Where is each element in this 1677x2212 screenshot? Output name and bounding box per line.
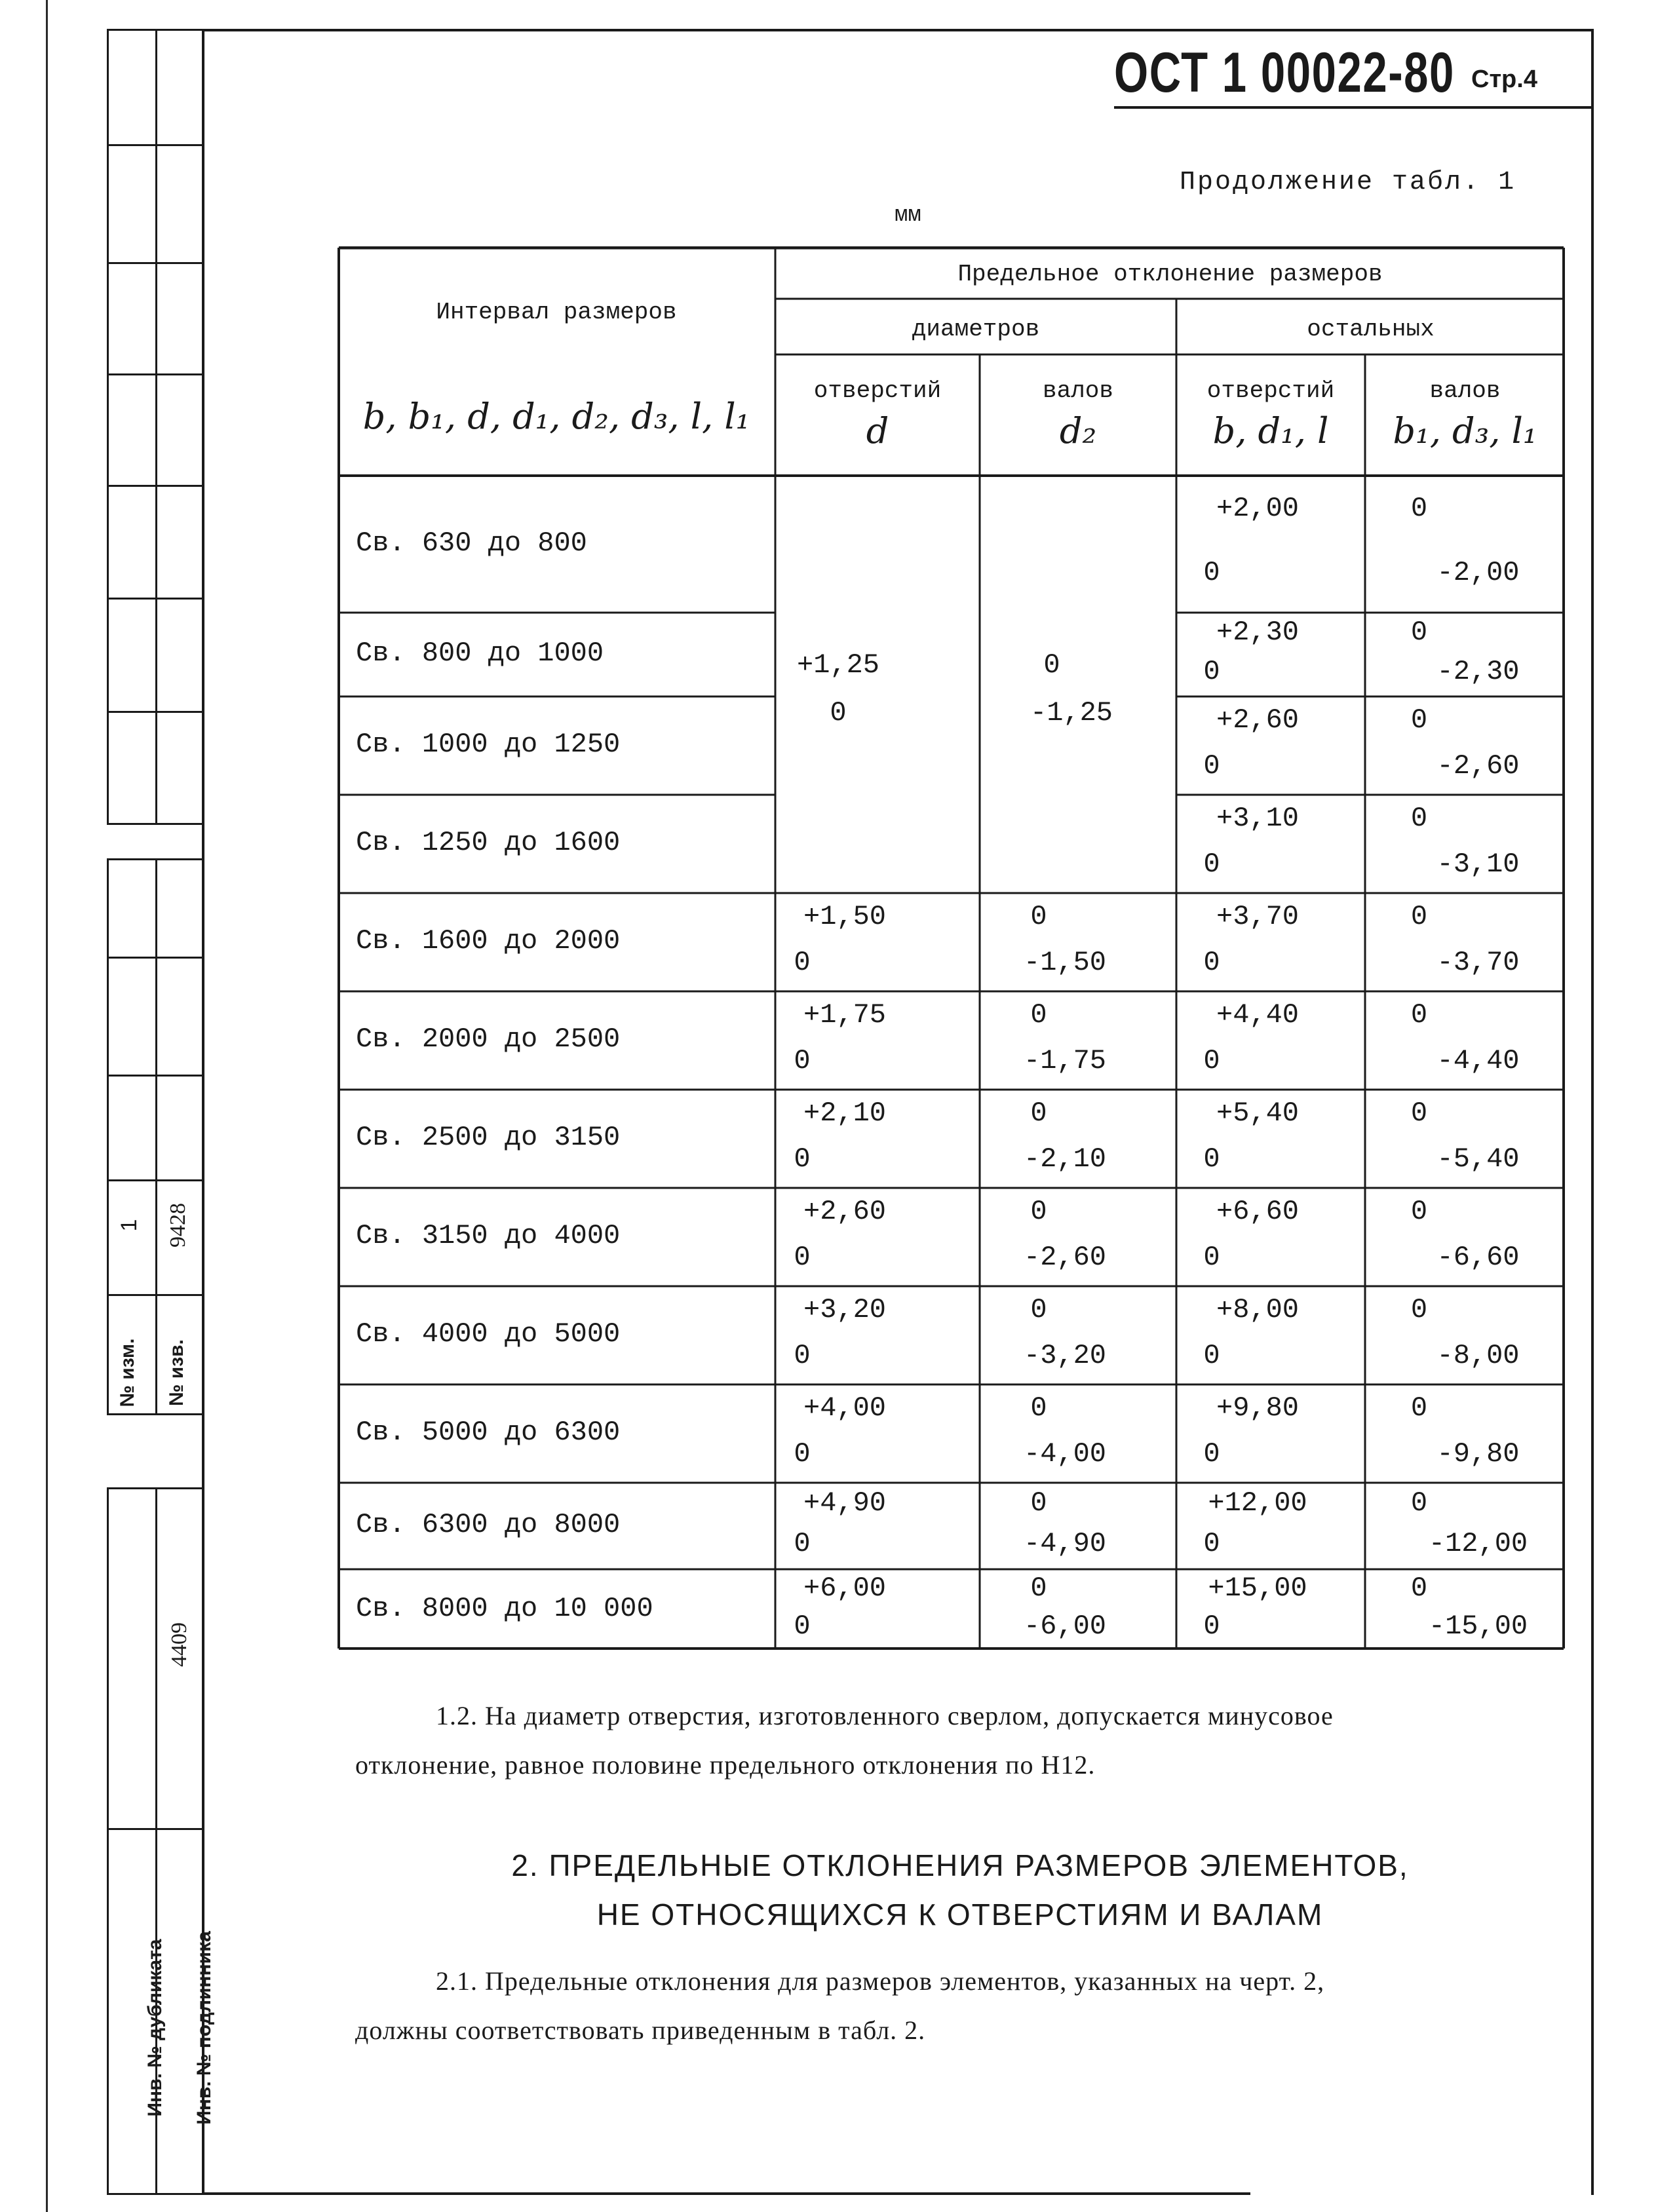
- row-shaft-diam-lower: -2,60: [1023, 1242, 1107, 1273]
- margin-strip-rule: [107, 485, 204, 487]
- row-interval: Св. 1250 до 1600: [356, 827, 621, 858]
- document-code: ОСТ 1 00022-80: [1114, 41, 1455, 104]
- header-underline: [1114, 106, 1592, 109]
- frame-border-top: [202, 29, 1592, 31]
- revision-number-value: 1: [117, 1219, 142, 1232]
- row-shaft-diam-lower: -1,75: [1023, 1045, 1107, 1077]
- row-shaft-other-upper: 0: [1410, 900, 1428, 932]
- row-hole-other-lower: 0: [1203, 750, 1220, 782]
- row-shaft-diam-upper: 0: [1030, 900, 1047, 932]
- margin-strip-rule: [107, 262, 204, 264]
- row-hole-other-upper: +2,60: [1216, 704, 1300, 736]
- paragraph-1-2-line2: отклонение, равное половине предельного отклонения по H12.: [355, 1750, 1096, 1780]
- row-hole-diam-upper: +2,10: [803, 1097, 887, 1129]
- margin-strip-divider: [155, 858, 157, 1415]
- row-shaft-other-lower: -5,40: [1436, 1143, 1520, 1175]
- row-hole-other-upper: +15,00: [1208, 1572, 1307, 1604]
- row-interval: Св. 4000 до 5000: [356, 1318, 621, 1350]
- row-shaft-diam-upper: 0: [1030, 1195, 1047, 1227]
- row-interval: Св. 5000 до 6300: [356, 1417, 621, 1448]
- row-hole-other-upper: +5,40: [1216, 1097, 1300, 1129]
- margin-strip-rule: [107, 598, 204, 600]
- row-shaft-diam-lower: -2,10: [1023, 1143, 1107, 1175]
- row-shaft-other-lower: -2,60: [1436, 750, 1520, 782]
- row-interval: Св. 2500 до 3150: [356, 1122, 621, 1153]
- original-inventory-value: 4409: [167, 1622, 191, 1667]
- margin-strip-divider: [107, 29, 109, 825]
- revision-number-label: № изм.: [117, 1338, 138, 1407]
- row-hole-other-lower: 0: [1203, 1242, 1220, 1273]
- row-shaft-other-lower: -2,30: [1436, 656, 1520, 688]
- header-holes-diam: отверстий: [813, 377, 942, 404]
- row-shaft-other-upper: 0: [1410, 1097, 1428, 1129]
- row-hole-diam-lower: 0: [794, 1143, 811, 1175]
- row-shaft-diam-lower: -1,50: [1023, 947, 1107, 978]
- row-hole-diam-lower: 0: [794, 1340, 811, 1371]
- row-shaft-other-upper: 0: [1410, 1195, 1428, 1227]
- frame-border-bottom: [202, 2192, 1250, 2195]
- header-limit-deviation: Предельное отклонение размеров: [957, 261, 1383, 288]
- paragraph-1-2-line1: 1.2. На диаметр отверстия, изготовленного сверлом, допускается минусовое: [436, 1701, 1334, 1730]
- header-shafts-other: валов: [1429, 377, 1501, 404]
- row-hole-diam-upper: +4,00: [803, 1392, 887, 1424]
- row-interval: Св. 2000 до 2500: [356, 1023, 621, 1055]
- original-inventory-label: Инв. № подлинника: [193, 1931, 215, 2125]
- header-interval-symbols: b, b₁, d, d₁, d₂, d₃, l, l₁: [362, 396, 750, 437]
- frame-border-right: [1591, 29, 1594, 2195]
- margin-strip-rule: [107, 373, 204, 375]
- row-hole-other-lower: 0: [1203, 1610, 1220, 1642]
- row-hole-diam-upper: +1,75: [803, 999, 887, 1031]
- row-hole-other-lower: 0: [1203, 656, 1220, 688]
- row-hole-diam-upper: +3,20: [803, 1293, 887, 1325]
- row-hole-diam-upper: +6,00: [803, 1572, 887, 1604]
- section-2-title-line2: НЕ ОТНОСЯЩИХСЯ К ОТВЕРСТИЯМ И ВАЛАМ: [596, 1897, 1324, 1932]
- row-shaft-other-upper: 0: [1410, 999, 1428, 1031]
- row-hole-other-lower: 0: [1203, 1143, 1220, 1175]
- row-interval: Св. 1600 до 2000: [356, 925, 621, 957]
- paragraph-2-1-line1: 2.1. Предельные отклонения для размеров элементов, указанных на черт. 2,: [436, 1966, 1325, 1996]
- row-hole-other-lower: 0: [1203, 849, 1220, 880]
- row-shaft-other-lower: -12,00: [1428, 1528, 1528, 1560]
- row-shaft-diam-upper: 0: [1030, 1572, 1047, 1604]
- row-shaft-other-lower: -15,00: [1428, 1610, 1528, 1642]
- row-shaft-other-lower: -3,10: [1436, 849, 1520, 880]
- row-hole-diam-lower: 0: [794, 1528, 811, 1560]
- row-shaft-other-upper: 0: [1410, 1487, 1428, 1519]
- row-shaft-diam-upper: 0: [1030, 1293, 1047, 1325]
- merged-hole-deviation-upper: +1,25: [796, 649, 880, 681]
- row-hole-diam-upper: +1,50: [803, 900, 887, 932]
- row-shaft-other-upper: 0: [1410, 617, 1428, 648]
- row-hole-other-lower: 0: [1203, 947, 1220, 978]
- notice-number-label: № изв.: [166, 1339, 187, 1406]
- header-holes-other: отверстий: [1206, 377, 1335, 404]
- row-interval: Св. 8000 до 10 000: [356, 1592, 653, 1624]
- row-hole-other-lower: 0: [1203, 1528, 1220, 1560]
- margin-strip-rule: [107, 711, 204, 713]
- row-hole-other-upper: +3,70: [1216, 900, 1300, 932]
- row-hole-other-upper: +6,60: [1216, 1195, 1300, 1227]
- row-shaft-other-upper: 0: [1410, 1392, 1428, 1424]
- row-hole-diam-lower: 0: [794, 1242, 811, 1273]
- merged-shaft-deviation-upper: 0: [1043, 649, 1060, 681]
- notice-number-value: 9428: [166, 1203, 190, 1248]
- row-shaft-diam-upper: 0: [1030, 1487, 1047, 1519]
- row-hole-diam-lower: 0: [794, 1045, 811, 1077]
- row-hole-other-upper: +12,00: [1208, 1487, 1307, 1519]
- row-hole-other-upper: +8,00: [1216, 1293, 1300, 1325]
- row-shaft-other-upper: 0: [1410, 1572, 1428, 1604]
- header-diameters: диаметров: [912, 316, 1040, 343]
- header-holes-other-symbol: b, d₁, l: [1212, 410, 1329, 451]
- row-shaft-other-lower: -9,80: [1436, 1438, 1520, 1470]
- section-2-title-line1: 2. ПРЕДЕЛЬНЫЕ ОТКЛОНЕНИЯ РАЗМЕРОВ ЭЛЕМЕНТОВ,: [511, 1848, 1409, 1882]
- row-shaft-other-upper: 0: [1410, 493, 1428, 525]
- header-shafts-other-symbol: b₁, d₃, l₁: [1393, 410, 1537, 451]
- row-shaft-other-lower: -8,00: [1436, 1340, 1520, 1371]
- margin-strip-rule: [107, 1294, 204, 1296]
- page-number: Стр.4: [1471, 66, 1537, 93]
- row-hole-other-lower: 0: [1203, 1340, 1220, 1371]
- row-hole-diam-upper: +4,90: [803, 1487, 887, 1519]
- row-hole-diam-lower: 0: [794, 1438, 811, 1470]
- row-hole-other-upper: +2,00: [1216, 493, 1300, 525]
- row-shaft-other-upper: 0: [1410, 704, 1428, 736]
- row-shaft-other-upper: 0: [1410, 1293, 1428, 1325]
- table-continuation-caption: Продолжение табл. 1: [1180, 168, 1516, 197]
- merged-shaft-deviation-lower: -1,25: [1030, 697, 1113, 729]
- row-hole-diam-upper: +2,60: [803, 1195, 887, 1227]
- merged-hole-deviation-lower: 0: [830, 697, 847, 729]
- row-hole-other-upper: +3,10: [1216, 802, 1300, 834]
- header-others: остальных: [1307, 316, 1435, 343]
- header-shafts-diam: валов: [1042, 377, 1114, 404]
- row-shaft-diam-upper: 0: [1030, 999, 1047, 1031]
- row-hole-other-lower: 0: [1203, 1438, 1220, 1470]
- units-label: мм: [895, 203, 921, 228]
- row-shaft-other-upper: 0: [1410, 802, 1428, 834]
- row-hole-diam-lower: 0: [794, 947, 811, 978]
- row-shaft-other-lower: -2,00: [1436, 557, 1520, 589]
- row-hole-other-upper: +9,80: [1216, 1392, 1300, 1424]
- row-shaft-other-lower: -3,70: [1436, 947, 1520, 978]
- margin-strip-divider: [155, 29, 157, 825]
- row-shaft-diam-lower: -4,00: [1023, 1438, 1107, 1470]
- row-interval: Св. 800 до 1000: [356, 638, 604, 669]
- header-interval-label: Интервал размеров: [436, 299, 677, 326]
- header-holes-diam-symbol: d: [866, 410, 889, 451]
- row-interval: Св. 1000 до 1250: [356, 729, 621, 760]
- row-interval: Св. 3150 до 4000: [356, 1220, 621, 1251]
- tolerance-table: [337, 246, 1565, 1650]
- row-shaft-diam-lower: -6,00: [1023, 1610, 1107, 1642]
- margin-strip-rule: [107, 1828, 204, 1830]
- row-hole-other-lower: 0: [1203, 557, 1220, 589]
- row-shaft-diam-upper: 0: [1030, 1097, 1047, 1129]
- row-hole-diam-lower: 0: [794, 1610, 811, 1642]
- duplicate-inventory-label: Инв. № дубликата: [144, 1939, 166, 2117]
- row-hole-other-upper: +2,30: [1216, 617, 1300, 648]
- row-shaft-diam-upper: 0: [1030, 1392, 1047, 1424]
- margin-strip-rule: [107, 957, 204, 959]
- row-shaft-diam-lower: -4,90: [1023, 1528, 1107, 1560]
- row-hole-other-upper: +4,40: [1216, 999, 1300, 1031]
- scan-edge-line: [46, 0, 48, 2212]
- row-interval: Св. 6300 до 8000: [356, 1509, 621, 1540]
- header-shafts-diam-symbol: d₂: [1059, 410, 1097, 451]
- paragraph-2-1-line2: должны соответствовать приведенным в табл. 2.: [355, 2015, 926, 2045]
- margin-strip-rule: [107, 144, 204, 146]
- row-shaft-diam-lower: -3,20: [1023, 1340, 1107, 1371]
- margin-strip-rule: [107, 1075, 204, 1077]
- row-interval: Св. 630 до 800: [356, 527, 587, 559]
- row-shaft-other-lower: -4,40: [1436, 1045, 1520, 1077]
- row-hole-other-lower: 0: [1203, 1045, 1220, 1077]
- row-shaft-other-lower: -6,60: [1436, 1242, 1520, 1273]
